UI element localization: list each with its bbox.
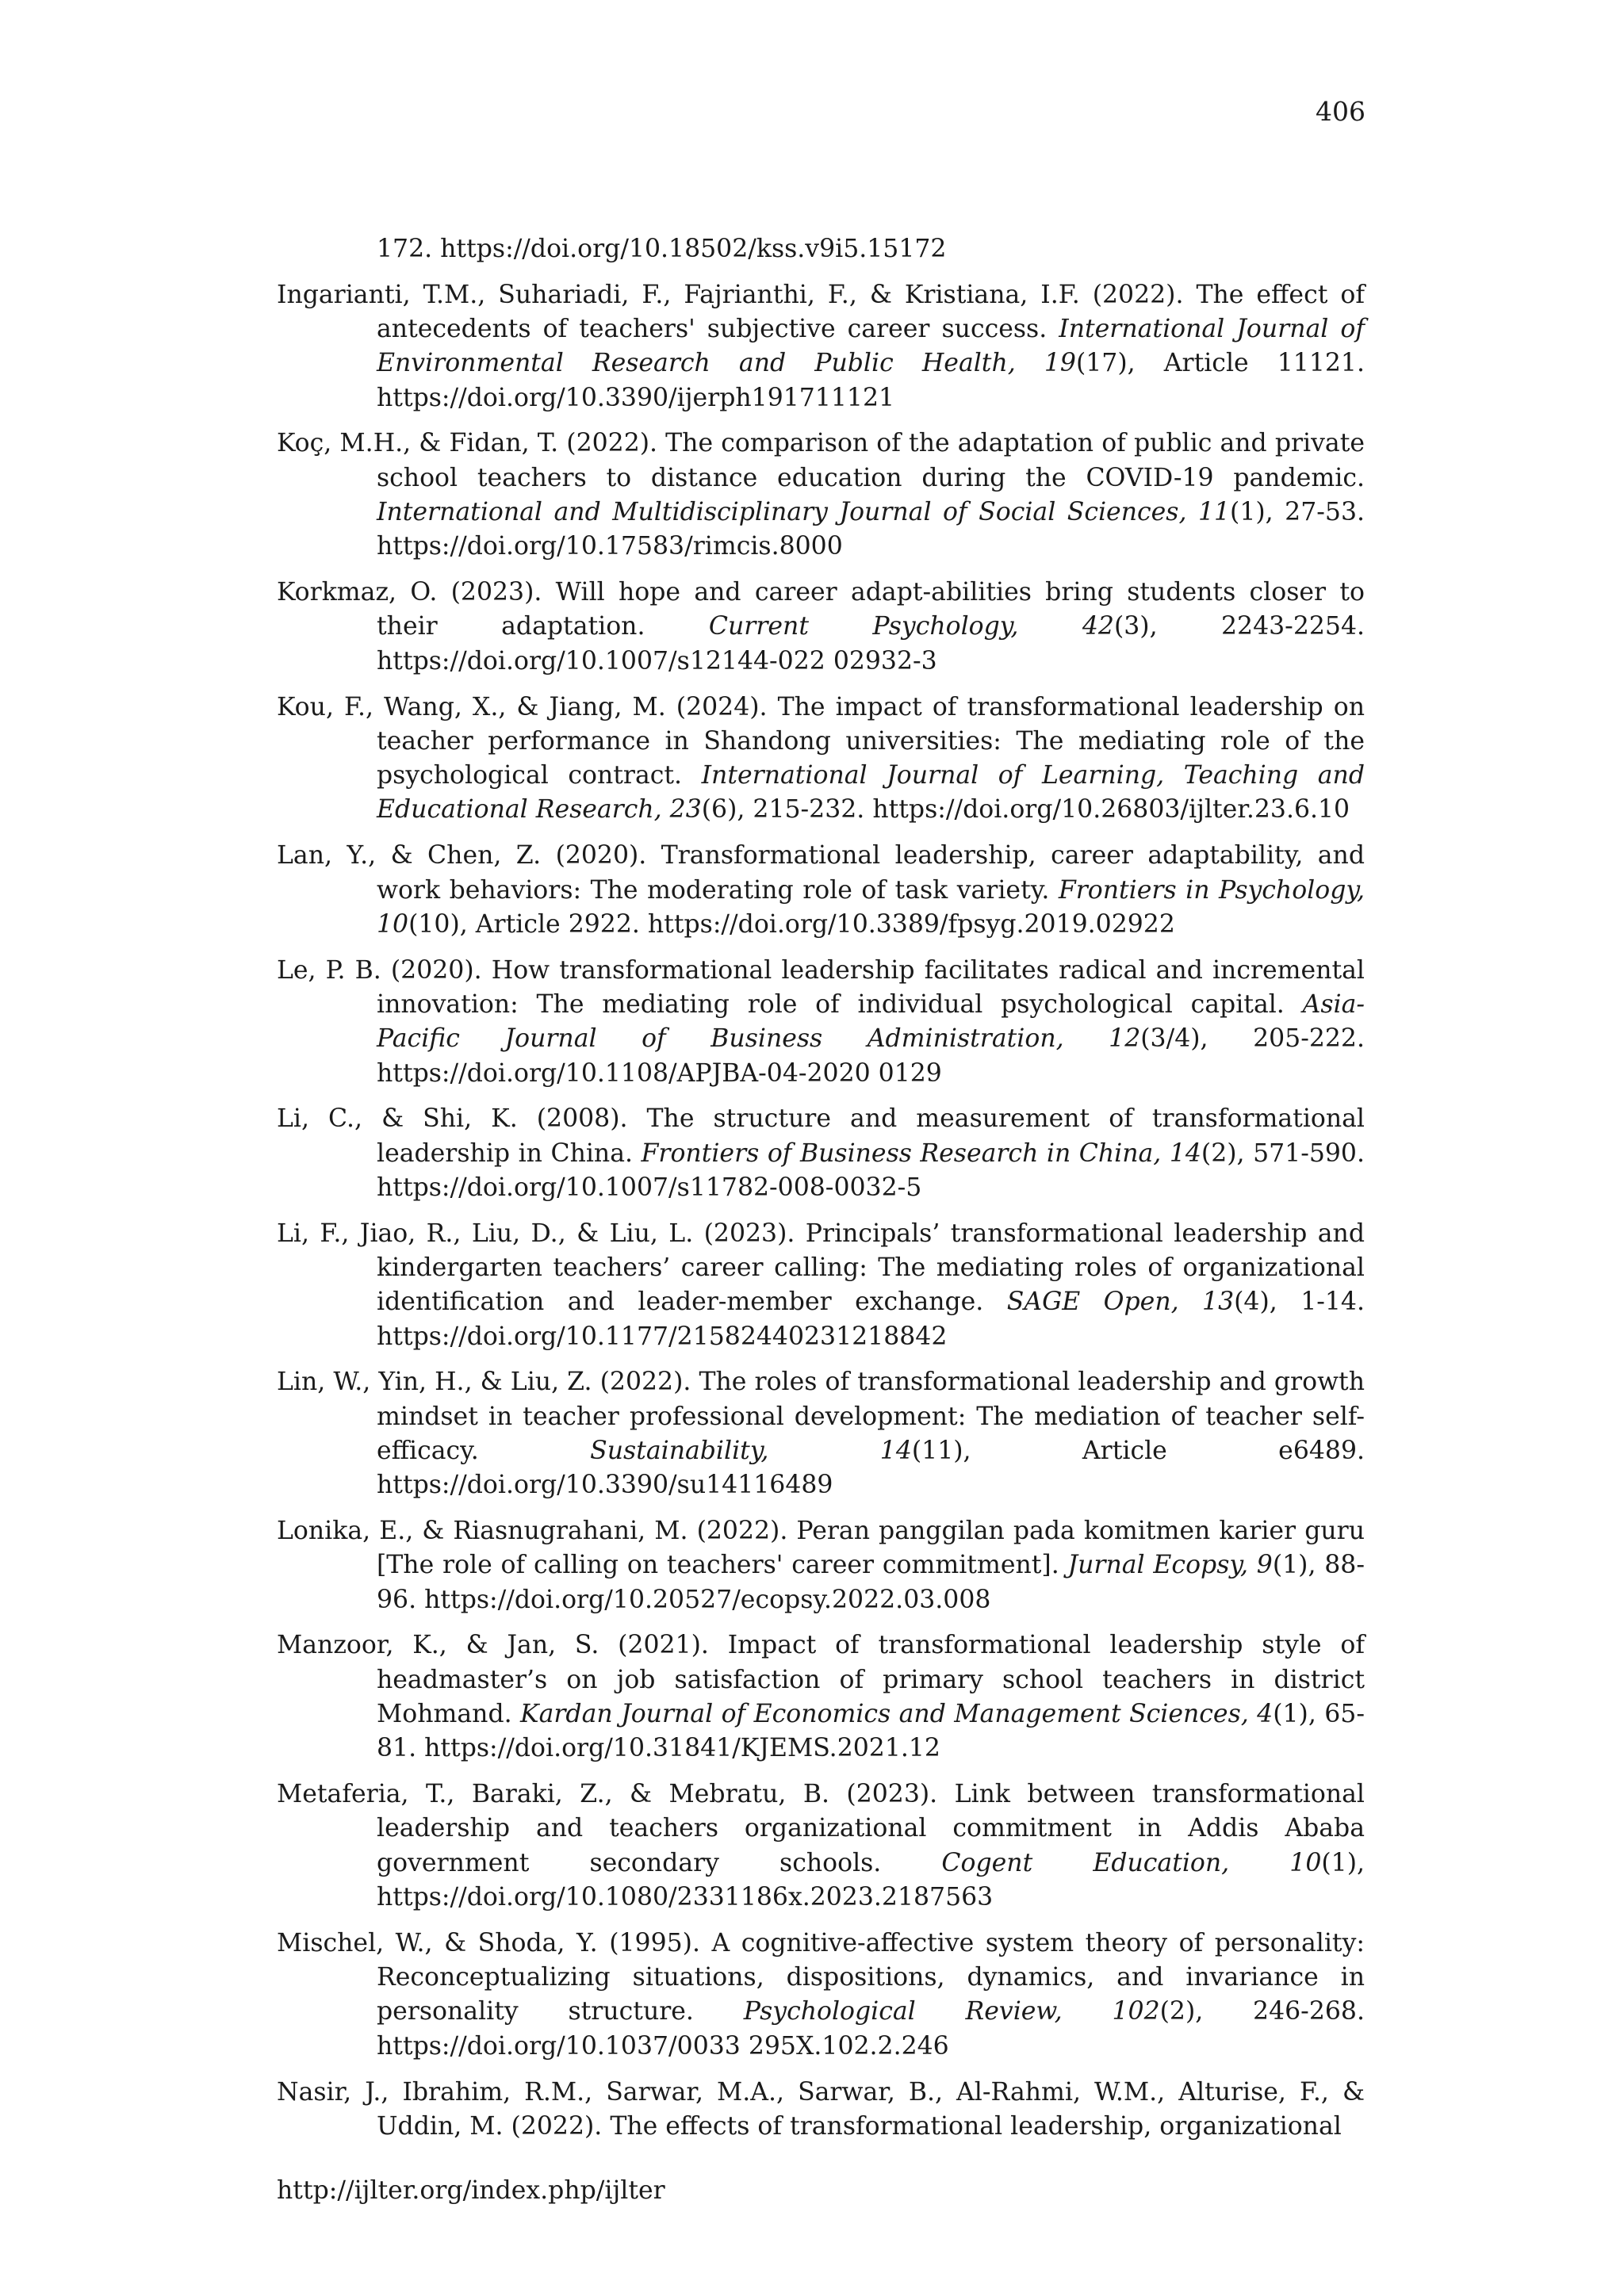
reference-source-title: International Journal of Environmental Research and Public Health, 19	[377, 315, 1365, 378]
reference-text: Lan, Y., & Chen, Z. (2020). Transformational leadership, career adaptability, and work behaviors: The moderating role of task variety.	[277, 841, 1365, 905]
reference-list	[277, 232, 1365, 2156]
reference-source-title: Asia-Pacific Journal of Business Administration, 12	[377, 989, 1365, 1054]
reference-text: (3), 2243-2254. https://doi.org/10.1007/s12144-022 02932-3	[377, 612, 1365, 675]
reference-entry	[277, 1217, 1365, 1354]
reference-text: Nasir, J., Ibrahim, R.M., Sarwar, M.A., Sarwar, B., Al-Rahmi, W.M., Alturise, F., & Uddin, M. (2022). The effects of transformational leadership, organizational	[277, 2077, 1365, 2141]
reference-entry	[277, 1514, 1365, 1617]
reference-text: Kou, F., Wang, X., & Jiang, M. (2024). The impact of transformational leadership on teacher performance in Shandong universities: The mediating role of the psychological contract.	[277, 692, 1365, 790]
reference-text: (3/4), 205-222. https://doi.org/10.1108/APJBA-04-2020 0129	[377, 1024, 1365, 1088]
reference-text: Metaferia, T., Baraki, Z., & Mebratu, B. (2023). Link between transformational leadership and teachers organizational commitment in Addis Ababa government secondary schools.	[277, 1780, 1365, 1877]
reference-entry	[277, 1365, 1365, 1502]
reference-entry	[277, 839, 1365, 942]
reference-text: (1), 88-96. https://doi.org/10.20527/ecopsy.2022.03.008	[377, 1551, 1365, 1614]
reference-source-title: Cogent Education, 10	[941, 1848, 1322, 1877]
reference-text: (2), 246-268. https://doi.org/10.1037/0033 295X.102.2.246	[377, 1997, 1365, 2061]
reference-source-title: SAGE Open, 13	[1006, 1288, 1235, 1317]
reference-text: Li, F., Jiao, R., Liu, D., & Liu, L. (2023). Principals’ transformational leadership and kindergarten teachers’ career calling: The mediating roles of organizational identification and leader-member exchange.	[277, 1219, 1365, 1317]
reference-text: Mischel, W., & Shoda, Y. (1995). A cognitive-affective system theory of personality: Reconceptualizing situations, dispositions, dynamics, and invariance in personality structure.	[277, 1928, 1365, 2026]
footer-url-link[interactable]: http://ijlter.org/index.php/ijlter	[277, 2176, 665, 2205]
reference-source-title: Jurnal Ecopsy, 9	[1067, 1551, 1273, 1580]
reference-source-title: International Journal of Learning, Teaching and Educational Research, 23	[377, 761, 1365, 825]
reference-entry	[277, 691, 1365, 828]
reference-entry	[277, 954, 1365, 1091]
reference-source-title: Current Psychology, 42	[708, 612, 1114, 641]
reference-source-title: Frontiers in Psychology, 10	[377, 875, 1365, 939]
reference-source-title: International and Multidisciplinary Journal of Social Sciences, 11	[377, 498, 1231, 527]
reference-text: (1), 65-81. https://doi.org/10.31841/KJEMS.2021.12	[377, 1700, 1365, 1763]
reference-source-title: Frontiers of Business Research in China, 14	[641, 1138, 1201, 1168]
reference-entry	[277, 1777, 1365, 1915]
reference-source-title: Kardan Journal of Economics and Management Sciences, 4	[520, 1700, 1274, 1729]
reference-text: Li, C., & Shi, K. (2008). The structure and measurement of transformational leadership in China.	[277, 1104, 1365, 1168]
reference-entry	[277, 576, 1365, 679]
reference-entry	[277, 278, 1365, 415]
reference-entry	[277, 427, 1365, 564]
reference-text: (11), Article e6489. https://doi.org/10.3390/su14116489	[377, 1437, 1365, 1500]
reference-text: (2), 571-590. https://doi.org/10.1007/s11782-008-0032-5	[377, 1138, 1365, 1202]
reference-text: (4), 1-14. https://doi.org/10.1177/21582440231218842	[377, 1288, 1365, 1351]
reference-text: Lonika, E., & Riasnugrahani, M. (2022). Peran panggilan pada komitmen karier guru [The role of calling on teachers' career commitment].	[277, 1517, 1365, 1580]
reference-text: (6), 215-232. https://doi.org/10.26803/ijlter.23.6.10	[701, 795, 1350, 825]
reference-text: Koç, M.H., & Fidan, T. (2022). The comparison of the adaptation of public and private school teachers to distance education during the COVID-19 pandemic.	[277, 429, 1365, 492]
reference-text: Le, P. B. (2020). How transformational leadership facilitates radical and incremental innovation: The mediating role of individual psychological capital.	[277, 955, 1365, 1019]
reference-text: Korkmaz, O. (2023). Will hope and career adapt-abilities bring students closer to their adaptation.	[277, 578, 1365, 641]
reference-source-title: Sustainability, 14	[590, 1437, 912, 1465]
reference-text: (1), 27-53. https://doi.org/10.17583/rimcis.8000	[377, 498, 1365, 561]
reference-entry	[277, 1102, 1365, 1205]
reference-text: 172. https://doi.org/10.18502/kss.v9i5.15172	[377, 235, 947, 263]
reference-source-title: Psychological Review, 102	[743, 1997, 1160, 2026]
reference-entry	[277, 1628, 1365, 1766]
reference-text: (17), Article 11121. https://doi.org/10.3390/ijerph191711121	[377, 349, 1365, 412]
reference-entry	[277, 232, 1365, 266]
reference-entry	[277, 1927, 1365, 2064]
reference-text: (1), https://doi.org/10.1080/2331186x.2023.2187563	[377, 1848, 1365, 1912]
reference-text: Ingarianti, T.M., Suhariadi, F., Fajrianthi, F., & Kristiana, I.F. (2022). The effect of antecedents of teachers' subjective career success.	[277, 280, 1365, 344]
reference-text: (10), Article 2922. https://doi.org/10.3389/fpsyg.2019.02922	[408, 909, 1175, 939]
reference-text: Lin, W., Yin, H., & Liu, Z. (2022). The roles of transformational leadership and growth mindset in teacher professional development: The mediation of teacher self-efficacy.	[277, 1368, 1365, 1465]
page-number: 406	[1316, 96, 1365, 127]
reference-text: Manzoor, K., & Jan, S. (2021). Impact of transformational leadership style of headmaster’s on job satisfaction of primary school teachers in district Mohmand.	[277, 1631, 1365, 1729]
reference-entry	[277, 2076, 1365, 2145]
